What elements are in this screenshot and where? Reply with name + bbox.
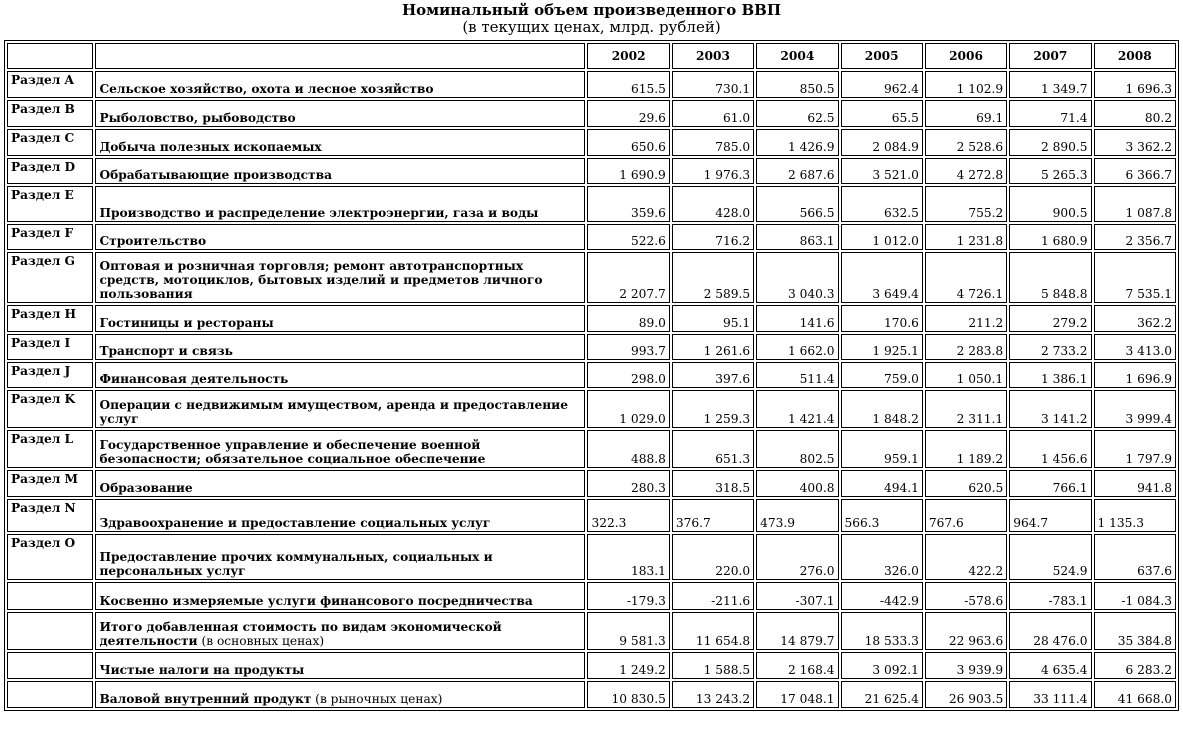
value-cell: -442.9 [841, 582, 923, 610]
value-cell: 2 311.1 [925, 390, 1007, 428]
value-cell: 359.6 [587, 186, 669, 222]
value-cell: 428.0 [672, 186, 754, 222]
row-label [95, 390, 585, 428]
row-label-text: Образование [99, 481, 193, 495]
value-cell: 3 521.0 [841, 158, 923, 184]
value-cell: 422.2 [925, 534, 1007, 580]
value-cell: 9 581.3 [587, 612, 669, 650]
row-label [95, 430, 585, 468]
value-cell: 650.6 [587, 129, 669, 156]
row-label-text: Здравоохранение и предоставление социальных услуг [99, 516, 491, 530]
value-cell: 473.9 [756, 499, 838, 532]
section-code: Раздел I [7, 334, 93, 360]
value-cell: 1 797.9 [1094, 430, 1176, 468]
value-cell: -179.3 [587, 582, 669, 610]
value-cell: 6 283.2 [1094, 652, 1176, 679]
value-cell: 1 976.3 [672, 158, 754, 184]
value-cell: 962.4 [841, 71, 923, 98]
table-row [7, 612, 1176, 650]
section-code: Раздел K [7, 390, 93, 428]
value-cell: 2 733.2 [1009, 334, 1091, 360]
table-row [7, 582, 1176, 610]
value-cell: 850.5 [756, 71, 838, 98]
row-label-text: Чистые налоги на продукты [99, 663, 305, 677]
year-header: 2007 [1009, 43, 1091, 69]
value-cell: 22 963.6 [925, 612, 1007, 650]
table-row [7, 470, 1176, 497]
value-cell: 785.0 [672, 129, 754, 156]
value-cell: 494.1 [841, 470, 923, 497]
value-cell: 61.0 [672, 100, 754, 127]
value-cell: 6 366.7 [1094, 158, 1176, 184]
table-row [7, 224, 1176, 250]
value-cell: 1 189.2 [925, 430, 1007, 468]
row-label [95, 186, 585, 222]
value-cell: 1 231.8 [925, 224, 1007, 250]
value-cell: 11 654.8 [672, 612, 754, 650]
row-label [95, 100, 585, 127]
section-code: Раздел O [7, 534, 93, 580]
value-cell: 80.2 [1094, 100, 1176, 127]
row-label [95, 224, 585, 250]
row-label-text: Операции с недвижимым имуществом, аренда и предоставление услуг [99, 398, 568, 426]
value-cell: 3 999.4 [1094, 390, 1176, 428]
row-label-text: Рыболовство, рыбоводство [99, 111, 296, 125]
value-cell: 1 848.2 [841, 390, 923, 428]
row-label-note: (в рыночных ценах) [311, 692, 443, 706]
header-cell-section [7, 43, 93, 69]
table-row [7, 305, 1176, 332]
page-title: Номинальный объем произведенного ВВП [401, 1, 782, 19]
value-cell: 511.4 [756, 362, 838, 388]
year-header: 2002 [587, 43, 669, 69]
value-cell: 183.1 [587, 534, 669, 580]
value-cell: 767.6 [925, 499, 1007, 532]
row-label [95, 499, 585, 532]
header-row [7, 43, 1176, 69]
value-cell: 1 349.7 [1009, 71, 1091, 98]
section-code: Раздел F [7, 224, 93, 250]
row-label-text: Косвенно измеряемые услуги финансового посредничества [99, 594, 533, 608]
row-label [95, 534, 585, 580]
value-cell: 279.2 [1009, 305, 1091, 332]
row-label-text: Транспорт и связь [99, 344, 233, 358]
value-cell: 1 386.1 [1009, 362, 1091, 388]
value-cell: 397.6 [672, 362, 754, 388]
year-header: 2006 [925, 43, 1007, 69]
value-cell: 566.3 [841, 499, 923, 532]
value-cell: 941.8 [1094, 470, 1176, 497]
value-cell: 298.0 [587, 362, 669, 388]
row-label [95, 252, 585, 303]
value-cell: 488.8 [587, 430, 669, 468]
section-code [7, 612, 93, 650]
value-cell: 5 848.8 [1009, 252, 1091, 303]
value-cell: 362.2 [1094, 305, 1176, 332]
table-row [7, 158, 1176, 184]
value-cell: 2 687.6 [756, 158, 838, 184]
row-label [95, 334, 585, 360]
value-cell: 322.3 [587, 499, 669, 532]
value-cell: 1 421.4 [756, 390, 838, 428]
value-cell: 65.5 [841, 100, 923, 127]
header-cell-name [95, 43, 585, 69]
value-cell: 400.8 [756, 470, 838, 497]
row-label-text: Государственное управление и обеспечение военной безопасности; обязательное социальное обеспечение [99, 438, 486, 466]
value-cell: 1 696.3 [1094, 71, 1176, 98]
value-cell: 632.5 [841, 186, 923, 222]
value-cell: 651.3 [672, 430, 754, 468]
value-cell: 62.5 [756, 100, 838, 127]
value-cell: 21 625.4 [841, 681, 923, 708]
value-cell: 13 243.2 [672, 681, 754, 708]
table-row [7, 362, 1176, 388]
value-cell: 4 272.8 [925, 158, 1007, 184]
value-cell: 1 261.6 [672, 334, 754, 360]
value-cell: 615.5 [587, 71, 669, 98]
section-code [7, 582, 93, 610]
value-cell: 3 040.3 [756, 252, 838, 303]
row-label-text: Производство и распределение электроэнергии, газа и воды [99, 206, 539, 220]
value-cell: 1 050.1 [925, 362, 1007, 388]
row-label-text: Строительство [99, 234, 207, 248]
row-label-text: Итого добавленная стоимость по видам экономической деятельности [99, 620, 502, 648]
value-cell: 10 830.5 [587, 681, 669, 708]
row-label-note: (в основных ценах) [197, 634, 325, 648]
year-header: 2004 [756, 43, 838, 69]
value-cell: 35 384.8 [1094, 612, 1176, 650]
value-cell: -211.6 [672, 582, 754, 610]
value-cell: 326.0 [841, 534, 923, 580]
value-cell: 71.4 [1009, 100, 1091, 127]
value-cell: 2 356.7 [1094, 224, 1176, 250]
section-code: Раздел A [7, 71, 93, 98]
value-cell: 2 589.5 [672, 252, 754, 303]
row-label [95, 652, 585, 679]
value-cell: 1 012.0 [841, 224, 923, 250]
row-label-text: Обрабатывающие производства [99, 168, 332, 182]
value-cell: 89.0 [587, 305, 669, 332]
year-header: 2005 [841, 43, 923, 69]
value-cell: 211.2 [925, 305, 1007, 332]
value-cell: 1 925.1 [841, 334, 923, 360]
value-cell: 1 029.0 [587, 390, 669, 428]
value-cell: 280.3 [587, 470, 669, 497]
value-cell: 755.2 [925, 186, 1007, 222]
value-cell: 524.9 [1009, 534, 1091, 580]
row-label [95, 158, 585, 184]
table-row [7, 652, 1176, 679]
value-cell: 33 111.4 [1009, 681, 1091, 708]
section-code: Раздел L [7, 430, 93, 468]
value-cell: 964.7 [1009, 499, 1091, 532]
table-row [7, 390, 1176, 428]
value-cell: 802.5 [756, 430, 838, 468]
value-cell: 276.0 [756, 534, 838, 580]
section-code [7, 652, 93, 679]
section-code: Раздел B [7, 100, 93, 127]
value-cell: 4 726.1 [925, 252, 1007, 303]
value-cell: 1 087.8 [1094, 186, 1176, 222]
value-cell: 716.2 [672, 224, 754, 250]
value-cell: 1 680.9 [1009, 224, 1091, 250]
table-row [7, 100, 1176, 127]
section-code: Раздел D [7, 158, 93, 184]
row-label [95, 582, 585, 610]
value-cell: 3 141.2 [1009, 390, 1091, 428]
value-cell: -578.6 [925, 582, 1007, 610]
value-cell: -307.1 [756, 582, 838, 610]
value-cell: 766.1 [1009, 470, 1091, 497]
value-cell: 220.0 [672, 534, 754, 580]
value-cell: 3 649.4 [841, 252, 923, 303]
value-cell: 28 476.0 [1009, 612, 1091, 650]
section-code: Раздел H [7, 305, 93, 332]
value-cell: 170.6 [841, 305, 923, 332]
table-row [7, 252, 1176, 303]
row-label-text: Добыча полезных ископаемых [99, 140, 322, 154]
value-cell: 1 662.0 [756, 334, 838, 360]
section-code: Раздел J [7, 362, 93, 388]
table-row [7, 71, 1176, 98]
value-cell: 3 362.2 [1094, 129, 1176, 156]
gdp-table [4, 40, 1179, 711]
row-label [95, 362, 585, 388]
table-row [7, 186, 1176, 222]
value-cell: 2 084.9 [841, 129, 923, 156]
section-code: Раздел G [7, 252, 93, 303]
value-cell: 2 168.4 [756, 652, 838, 679]
row-label-text: Сельское хозяйство, охота и лесное хозяйство [99, 82, 434, 96]
row-label [95, 71, 585, 98]
value-cell: 993.7 [587, 334, 669, 360]
value-cell: 1 259.3 [672, 390, 754, 428]
value-cell: 95.1 [672, 305, 754, 332]
value-cell: 376.7 [672, 499, 754, 532]
value-cell: 1 690.9 [587, 158, 669, 184]
value-cell: 4 635.4 [1009, 652, 1091, 679]
value-cell: 5 265.3 [1009, 158, 1091, 184]
value-cell: 141.6 [756, 305, 838, 332]
value-cell: 730.1 [672, 71, 754, 98]
section-code: Раздел M [7, 470, 93, 497]
value-cell: 29.6 [587, 100, 669, 127]
value-cell: 3 939.9 [925, 652, 1007, 679]
value-cell: -1 084.3 [1094, 582, 1176, 610]
value-cell: 1 588.5 [672, 652, 754, 679]
value-cell: 522.6 [587, 224, 669, 250]
row-label-text: Финансовая деятельность [99, 372, 289, 386]
value-cell: 959.1 [841, 430, 923, 468]
row-label [95, 470, 585, 497]
value-cell: 18 533.3 [841, 612, 923, 650]
value-cell: 900.5 [1009, 186, 1091, 222]
value-cell: 2 528.6 [925, 129, 1007, 156]
value-cell: 2 890.5 [1009, 129, 1091, 156]
value-cell: 1 135.3 [1094, 499, 1176, 532]
table-row [7, 430, 1176, 468]
table-row [7, 534, 1176, 580]
value-cell: 14 879.7 [756, 612, 838, 650]
section-code: Раздел C [7, 129, 93, 156]
page-subtitle: (в текущих ценах, млрд. рублей) [462, 18, 721, 36]
year-header: 2003 [672, 43, 754, 69]
value-cell: -783.1 [1009, 582, 1091, 610]
value-cell: 1 426.9 [756, 129, 838, 156]
value-cell: 41 668.0 [1094, 681, 1176, 708]
row-label [95, 305, 585, 332]
value-cell: 1 249.2 [587, 652, 669, 679]
value-cell: 3 413.0 [1094, 334, 1176, 360]
value-cell: 318.5 [672, 470, 754, 497]
value-cell: 7 535.1 [1094, 252, 1176, 303]
value-cell: 2 283.8 [925, 334, 1007, 360]
section-code: Раздел E [7, 186, 93, 222]
value-cell: 620.5 [925, 470, 1007, 497]
table-row [7, 129, 1176, 156]
year-header: 2008 [1094, 43, 1176, 69]
value-cell: 26 903.5 [925, 681, 1007, 708]
section-code: Раздел N [7, 499, 93, 532]
value-cell: 863.1 [756, 224, 838, 250]
table-row [7, 499, 1176, 532]
value-cell: 1 696.9 [1094, 362, 1176, 388]
row-label-text: Оптовая и розничная торговля; ремонт автотранспортных средств, мотоциклов, бытовых изделий и предметов личного пользования [99, 259, 543, 301]
row-label-text: Валовой внутренний продукт [99, 692, 312, 706]
row-label [95, 681, 585, 708]
value-cell: 566.5 [756, 186, 838, 222]
row-label-text: Предоставление прочих коммунальных, социальных и персональных услуг [99, 550, 493, 578]
section-code [7, 681, 93, 708]
value-cell: 3 092.1 [841, 652, 923, 679]
row-label-text: Гостиницы и рестораны [99, 316, 274, 330]
table-row [7, 334, 1176, 360]
value-cell: 1 102.9 [925, 71, 1007, 98]
table-row [7, 681, 1176, 708]
value-cell: 637.6 [1094, 534, 1176, 580]
value-cell: 2 207.7 [587, 252, 669, 303]
value-cell: 759.0 [841, 362, 923, 388]
row-label [95, 129, 585, 156]
value-cell: 1 456.6 [1009, 430, 1091, 468]
value-cell: 69.1 [925, 100, 1007, 127]
value-cell: 17 048.1 [756, 681, 838, 708]
row-label [95, 612, 585, 650]
